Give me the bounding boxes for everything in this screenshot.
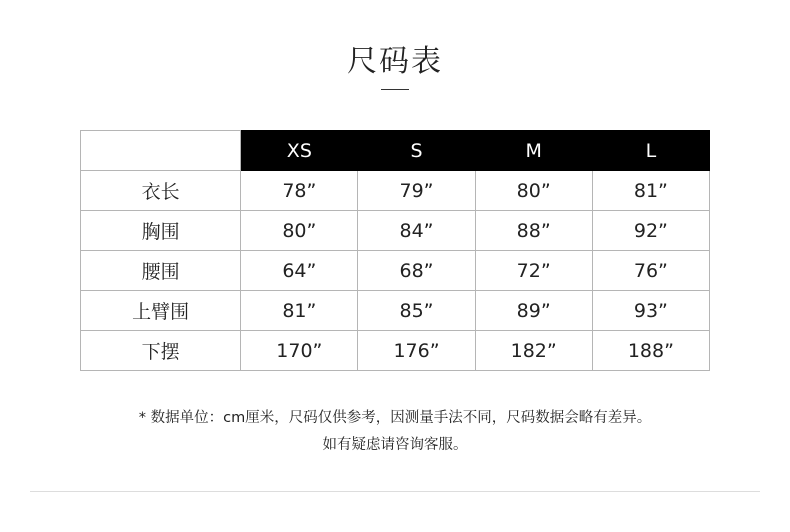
row-label: 衣长 — [81, 171, 241, 211]
table-cell: 182” — [475, 331, 592, 371]
table-cell: 80” — [241, 211, 358, 251]
size-header-xs: XS — [241, 131, 358, 171]
table-cell: 79” — [358, 171, 475, 211]
table-cell: 78” — [241, 171, 358, 211]
table-cell: 176” — [358, 331, 475, 371]
table-cell: 81” — [241, 291, 358, 331]
row-label: 胸围 — [81, 211, 241, 251]
note-line-2: 如有疑虑请咨询客服。 — [322, 437, 468, 453]
row-label: 腰围 — [81, 251, 241, 291]
table-cell: 188” — [592, 331, 709, 371]
table-corner-cell — [81, 131, 241, 171]
measurement-note — [0, 405, 790, 459]
table-cell: 92” — [592, 211, 709, 251]
table-row — [81, 171, 710, 211]
table-cell: 64” — [241, 251, 358, 291]
table-cell: 88” — [475, 211, 592, 251]
title-divider — [381, 89, 409, 90]
row-label: 上臂围 — [81, 291, 241, 331]
table-row — [81, 211, 710, 251]
size-chart-table — [80, 130, 710, 371]
table-row — [81, 251, 710, 291]
table-row — [81, 291, 710, 331]
table-header-row — [81, 131, 710, 171]
table-cell: 89” — [475, 291, 592, 331]
table-cell: 85” — [358, 291, 475, 331]
table-cell: 84” — [358, 211, 475, 251]
size-header-s: S — [358, 131, 475, 171]
bottom-divider — [30, 491, 760, 492]
table-cell: 93” — [592, 291, 709, 331]
table-cell: 76” — [592, 251, 709, 291]
table-cell: 80” — [475, 171, 592, 211]
table-cell: 72” — [475, 251, 592, 291]
table-cell: 170” — [241, 331, 358, 371]
size-header-l: L — [592, 131, 709, 171]
size-header-m: M — [475, 131, 592, 171]
page-title: 尺码表 — [347, 44, 443, 79]
row-label: 下摆 — [81, 331, 241, 371]
table-cell: 68” — [358, 251, 475, 291]
note-line-1: * 数据单位：cm厘米，尺码仅供参考，因测量手法不同，尺码数据会略有差异。 — [138, 410, 652, 426]
table-row — [81, 331, 710, 371]
table-cell: 81” — [592, 171, 709, 211]
